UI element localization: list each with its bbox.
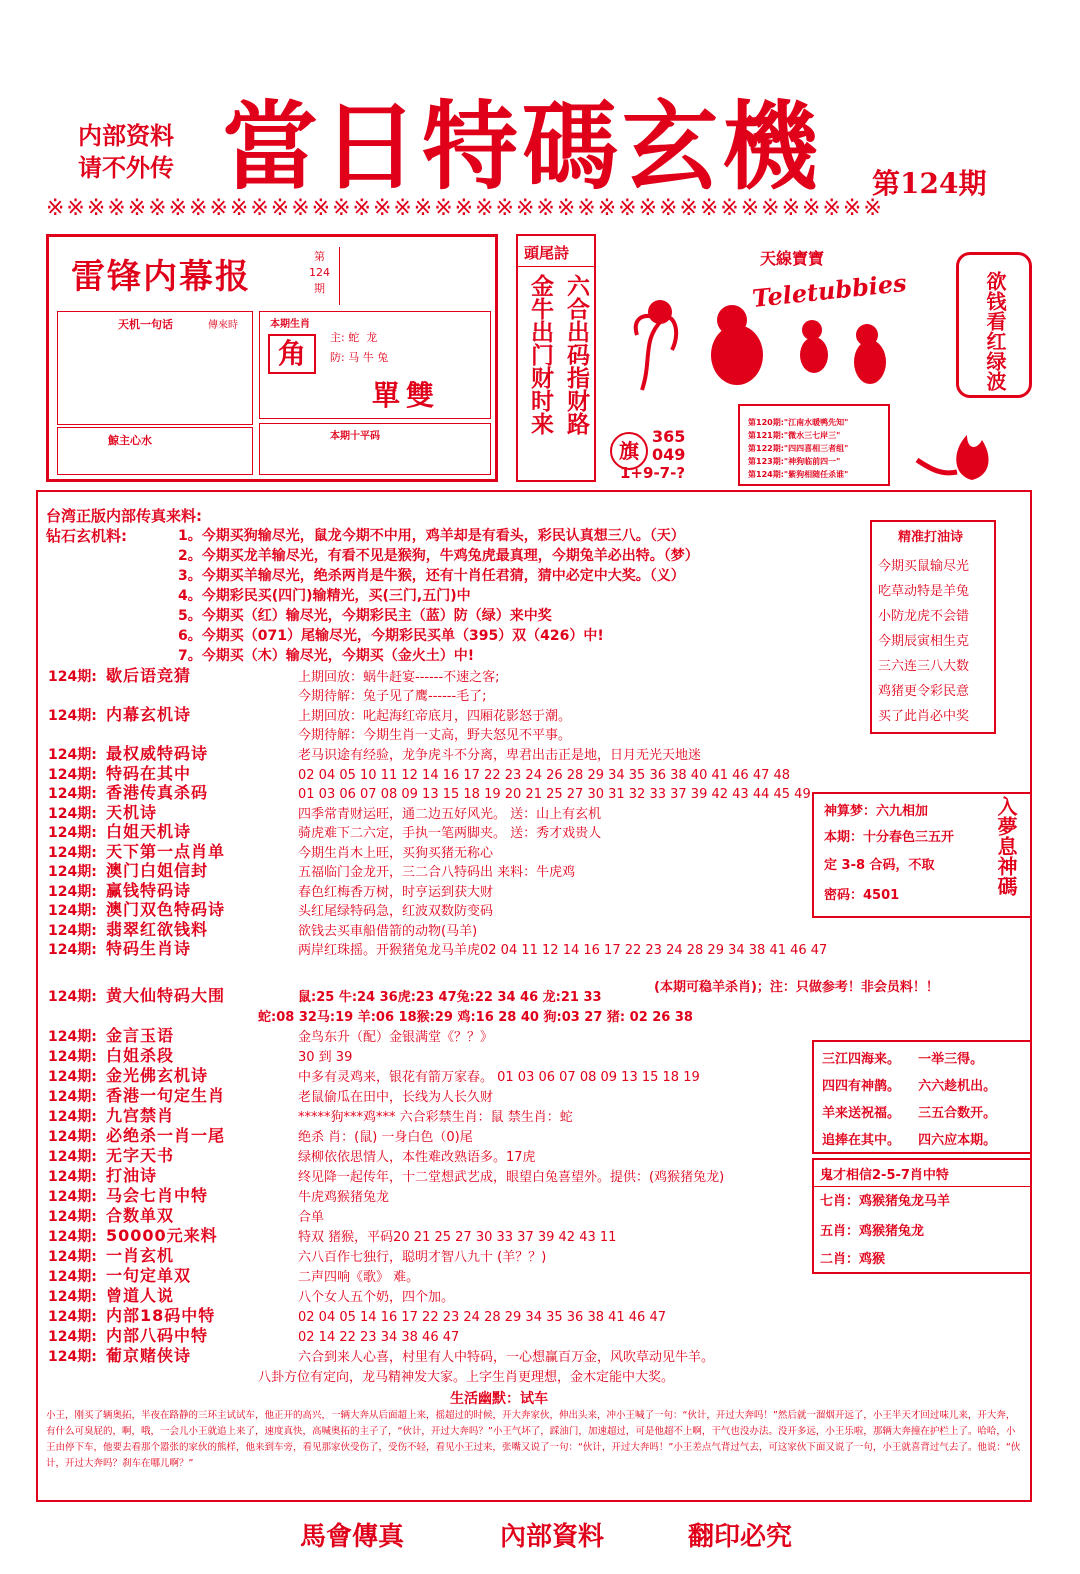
row-issue: 124期: <box>48 1189 97 1205</box>
row-issue: 124期: <box>48 903 97 919</box>
paper-name: 雷锋内幕报 <box>71 257 251 297</box>
ghost-line-1: 七肖：鸡猴猪兔龙马羊 <box>820 1194 951 1209</box>
row-value: 上期回放：蜗牛赶宴------不速之客; <box>298 670 500 685</box>
info-row <box>48 1206 324 1228</box>
row-issue: 124期: <box>48 1049 97 1065</box>
poem-tail-box <box>516 234 596 482</box>
daxian-row: 124期: 黄大仙特码大围 鼠:25 牛:24 36虎:23 47兔:22 34 46 龙:21 33 <box>48 986 602 1005</box>
flag-char: 旗 <box>619 439 639 463</box>
row-issue: 124期: <box>48 1309 97 1325</box>
paper-small-print <box>339 247 490 305</box>
teletubbies-title: 天線寶寶 <box>760 249 825 268</box>
fish-water-label: 鯨主心水 <box>108 434 152 447</box>
zodiac-box <box>259 311 491 419</box>
info-row <box>48 1286 454 1308</box>
row-label: 马会七肖中特 <box>106 1186 209 1205</box>
info-row <box>48 686 487 707</box>
info-row <box>48 725 571 746</box>
oil-poem-title: 精准打油诗 <box>898 530 964 545</box>
tubby-2-head <box>802 320 822 340</box>
fax-rule: 6。今期买（071）尾输尽光，今期彩民买单（395）双（426）中! <box>178 628 604 644</box>
row-issue: 124期: <box>48 805 97 822</box>
row-issue: 124期: <box>48 1089 97 1105</box>
daxian-note: (本期可稳羊杀肖)；注：只做参考！非会员料！！ <box>654 980 939 995</box>
lottery-formula: 1+9-7-? <box>620 464 686 482</box>
info-row <box>48 1086 493 1108</box>
info-row <box>48 1246 546 1268</box>
row-label: 澳门双色特码诗 <box>106 900 226 919</box>
info-row <box>48 1226 616 1248</box>
ten-code-title: 本期十平码 <box>330 431 380 442</box>
row-issue: 124期: <box>48 825 97 841</box>
row-issue: 124期: <box>48 747 97 763</box>
row-label: 天下第一点肖单 <box>106 841 226 861</box>
ghost-box <box>812 1158 1032 1274</box>
info-row <box>48 1306 666 1328</box>
daxian-line2: 蛇:08 32马:19 羊:06 18猴:29 鸡:16 28 40 狗:03 27 猪: 02 26 38 <box>258 1010 693 1025</box>
left-note-line1: 内部资料 <box>78 121 174 150</box>
jiang-box <box>812 1040 1032 1154</box>
row-label: 九宫禁肖 <box>106 1106 175 1125</box>
row-label: 一肖玄机 <box>106 1246 175 1265</box>
row-issue: 124期: <box>48 844 97 861</box>
info-row <box>48 1186 389 1208</box>
row-value: 上期回放：叱起海红帝底月，四厢花影怒于潮。 <box>298 709 572 724</box>
row-issue: 124期: <box>48 766 97 783</box>
flower-plant <box>636 316 676 390</box>
row-issue: 124期: <box>48 1229 97 1245</box>
row-issue: 124期: <box>48 708 97 724</box>
history-lines: 第120期:"江南水暖鸭先知" 第121期:"微水三七岸三" 第122期:"四四喜相三者组" 第123期:"神狗临前四一" 第124期:"紫狗相随任杀谁" <box>748 418 849 479</box>
lottery-nums: 365 049 <box>652 427 686 464</box>
row-issue: 124期: <box>48 883 97 900</box>
row-label: 白姐天机诗 <box>106 822 192 841</box>
row-value: 牛虎鸡猴猪兔龙 <box>298 1190 390 1205</box>
row-label: 葡京赌侠诗 <box>106 1346 192 1365</box>
row-issue: 124期: <box>48 1269 97 1285</box>
big-char: 角 <box>277 337 306 370</box>
info-row <box>48 1106 573 1128</box>
row-issue: 124期: <box>48 922 97 939</box>
big-char-box <box>268 334 316 374</box>
info-row <box>48 1346 714 1368</box>
row-value: 五福临门金龙开，三二合八特码出 来料：牛虎鸡 <box>298 865 576 880</box>
info-row <box>48 1166 724 1188</box>
row-value: 01 03 06 07 08 09 13 15 18 19 20 21 25 27 30 31 32 33 37 39 42 43 44 45 49 <box>298 787 811 802</box>
row-value: 金鸟东升（配）金银满堂《？？》 <box>298 1030 494 1045</box>
row-label: 曾道人说 <box>106 1286 175 1305</box>
flower-head <box>648 300 672 324</box>
row-label: 必绝杀一肖一尾 <box>106 1126 226 1145</box>
row-label: 内部八码中特 <box>106 1326 209 1345</box>
dream-line-1: 神算梦：六九相加 <box>824 804 929 819</box>
row-value: 终见降一起传年，十二堂想武艺成，眼望白兔喜望外。提供：(鸡猴猪兔龙) <box>298 1170 725 1185</box>
fax-rule: 7。今期买（木）输尽光，今期买（金火土）中! <box>178 648 475 664</box>
jiang-lines: 三江四海来。 一举三得。 四四有神鹊。 六六趁机出。 羊来送祝福。 三五合数开。 追捧在其中。 四六应本期。 <box>822 1052 997 1148</box>
zodiac-tags: 主: 蛇 龙 防: 马 牛 兔 <box>330 331 389 364</box>
row-label: 50000元来料 <box>106 1226 218 1245</box>
leifeng-panel <box>46 234 498 482</box>
poem-tail-col1: 六合出码指财路 <box>563 274 589 435</box>
last-line: 八卦方位有定向，龙马精神发大家。上字生肖更理想，金木定能中大奖。 <box>258 1370 675 1385</box>
humor-title: 生活幽默：试车 <box>450 1391 548 1407</box>
row-value: 老鼠偷瓜在田中，长线为人长久财 <box>298 1090 494 1105</box>
left-note <box>78 120 174 184</box>
row-value: 30 到 39 <box>298 1050 353 1065</box>
fax-source-1: 台湾正版内部传真来料: <box>46 507 202 525</box>
ten-code-box <box>259 423 491 475</box>
row-value: 六八百作七独行，聪明才智八九十 (羊？？) <box>298 1250 547 1265</box>
zodiac-title: 本期生肖 <box>270 319 310 330</box>
poem-tail-title: 頭尾詩 <box>524 244 570 262</box>
single-double: 單雙 <box>372 379 441 412</box>
row-value: 头红尾绿特码急，红波双数防变码 <box>298 904 494 919</box>
row-label: 歇后语竞猜 <box>106 666 192 685</box>
row-value: 绝杀 肖：(鼠) 一身白色（0)尾 <box>298 1130 473 1145</box>
info-row <box>48 1066 700 1088</box>
row-issue: 124期: <box>48 1249 97 1265</box>
ghost-line-2: 五肖：鸡猴猪兔龙 <box>820 1224 925 1239</box>
row-value: 中多有灵鸡来，银花有箭万家春。 01 03 06 07 08 09 13 15 18 19 <box>298 1070 700 1085</box>
star-divider: ※※※※※※※※※※※※※※※※※※※※※※※※※※※※※※※※※※※※※※※※※ <box>46 196 884 221</box>
fax-rule: 1。今期买狗输尽光，鼠龙今期不中用，鸡羊却是有看头，彩民认真想三八。（天） <box>178 528 685 544</box>
dream-side-text: 入夢息神碼 <box>994 796 1018 896</box>
row-issue: 124期: <box>48 786 97 802</box>
fax-rules <box>178 526 699 666</box>
row-issue: 124期: <box>48 1029 97 1045</box>
row-label: 内部18码中特 <box>106 1306 216 1325</box>
footer-2: 內部資料 <box>500 1522 605 1552</box>
ghost-line-3: 二肖：鸡猴 <box>820 1252 886 1267</box>
humor-text: 小王，刚买了辆奥拓，半夜在路静的三环主试试车，他正开的高兴，一辆大奔从后面超上来，摇超过的时候，开大奔家伙，伸出头来，冲小王喊了一句：“伙计，开过大奔吗！”然后就一溜烟开远了，小王半天才回过味儿来，开大奔，有什么可臭屁的，啊，哦，一会儿小王就追上来了，速度真快，高喊奥拓的主子了，“伙计，开过大奔吗？”小王气坏了，踩油门，加速超过，可是他超不上啊，干气也没办法。没开多远，小王乐啦，那辆大奔撞在护栏上了。哈哈，小王由停下车，他要去看那个嚣张的家伙的熊样，他来到车旁，看见那家伙受伤了，受伤不轻，看见小王过来，张嘴又说了一句：“伙计，开过大奔吗！”小王差点气背过气去，可这家伙下面又说了一句，小王就喜背过气去了。他说：“伙计，开过大奔吗？刹车在哪儿啊？” <box>46 1410 1021 1469</box>
row-label: 白姐杀段 <box>106 1046 175 1065</box>
poem-tail-col2: 金牛出门财时来 <box>527 274 553 435</box>
dream-box <box>812 792 1032 918</box>
row-value: 四季常青财运旺，通二边五好风光。 送：山上有玄机 <box>298 806 602 822</box>
row-issue: 124期: <box>48 1329 97 1345</box>
row-label: 一句定单双 <box>106 1266 192 1285</box>
ghost-divider <box>814 1186 1030 1187</box>
row-label: 特码生肖诗 <box>106 939 192 958</box>
row-value: 八个女人五个奶，四个加。 <box>298 1290 455 1305</box>
tubby-3-body <box>854 340 886 384</box>
row-label: 合数单双 <box>106 1206 175 1225</box>
fax-source-2: 钻石玄机料: <box>46 527 127 545</box>
info-row <box>48 1046 352 1068</box>
row-value: 老马识途有经验，龙争虎斗不分离，卑君出击正是地，日月无光天地迷 <box>298 748 702 763</box>
row-issue: 124期: <box>48 1069 97 1085</box>
row-label: 特码在其中 <box>106 763 192 783</box>
row-issue: 124期: <box>48 1129 97 1145</box>
fax-rule: 5。今期买（红）输尽光，今期彩民主（蓝）防（绿）来中奖 <box>178 608 552 624</box>
row-value: 二声四响《歌》 难。 <box>298 1270 420 1285</box>
footer-1: 馬會傳真 <box>300 1522 405 1552</box>
info-row <box>48 1026 493 1048</box>
oil-poem-lines: 今期买鼠输尽光 吃草动特是羊兔 小防龙虎不会错 今期辰寅相生克 三六连三八大数 鸡猪更令彩民意 买了此肖必中奖 <box>878 559 970 724</box>
issue-number: 第124期 <box>872 167 987 200</box>
row-label: 香港一句定生肖 <box>106 1086 226 1105</box>
row-issue: 124期: <box>48 1209 97 1225</box>
fax-rule: 2。今期买龙羊输尽光，有看不见是猴狗，牛鸡兔虎最真理，今期兔羊必出特。（梦） <box>178 548 699 564</box>
row-issue: 124期: <box>48 1109 97 1125</box>
row-value: 春色红梅香万树，时亨运到获大财 <box>298 884 494 900</box>
row-value: 六合到来人心喜，村里有人中特码，一心想赢百万金，风吹草动见牛羊。 <box>298 1350 715 1365</box>
row-issue: 124期: <box>48 1169 97 1185</box>
sky-line-right: 傳來時 <box>208 320 238 331</box>
teletubbies-logo: Teletubbies <box>750 267 908 314</box>
row-value: 绿柳依依思情人，本性难改熟语多。17虎 <box>298 1150 536 1165</box>
tubby-2-body <box>800 337 828 373</box>
red-green-box <box>956 252 1032 398</box>
row-issue: 124期: <box>48 669 97 685</box>
row-issue: 124期: <box>48 864 97 880</box>
row-label: 金光佛玄机诗 <box>106 1066 209 1085</box>
red-green-text: 欲钱看红绿波 <box>983 271 1007 391</box>
info-row <box>48 1126 473 1148</box>
ghost-title: 鬼才相信2-5-7肖中特 <box>820 1168 949 1183</box>
row-issue: 124期: <box>48 942 97 958</box>
poem-tail-divider <box>518 266 594 267</box>
footer-3: 翻印必究 <box>688 1522 793 1552</box>
row-value: 欲钱去买車船借箭的动物(马羊) <box>298 923 478 939</box>
row-value: 今期生肖木上旺，买狗买猪无称心 <box>298 845 494 861</box>
fire-icon <box>912 420 1022 486</box>
page-title: 當日特碼玄機 <box>222 90 822 203</box>
row-value: 02 04 05 10 11 12 14 16 17 22 23 24 26 28 29 34 35 36 38 40 41 46 47 48 <box>298 767 791 783</box>
teletubbies-illustration <box>612 250 912 400</box>
info-row <box>48 1326 459 1348</box>
row-issue: 124期: <box>48 1149 97 1165</box>
row-value: 今期待解：兔子见了鹰------毛了; <box>298 688 487 704</box>
row-label: 金言玉语 <box>106 1026 175 1045</box>
fax-rule: 3。今期买羊输尽光，绝杀两肖是牛猴，还有十肖任君猜，猜中必定中大奖。（义） <box>178 568 685 584</box>
info-row <box>48 939 827 961</box>
history-box <box>738 404 890 486</box>
row-issue: 124期: <box>48 1289 97 1305</box>
row-value: 合单 <box>298 1210 325 1225</box>
fax-rule: 4。今期彩民买(四门)输精光，买(三门,五门)中 <box>178 588 471 604</box>
row-label: 无字天书 <box>106 1146 175 1165</box>
sky-line-title: 天机一句话 <box>118 318 173 331</box>
fish-water-box <box>57 427 253 475</box>
row-label: 香港传真杀码 <box>106 783 209 802</box>
left-note-line2: 请不外传 <box>78 153 174 182</box>
tubby-1-body <box>711 325 763 385</box>
info-row <box>48 1266 419 1288</box>
row-label: 翡翠红欲钱料 <box>106 919 209 939</box>
row-value: 今期待解：今期生肖一丈高，野夫怒见不平事。 <box>298 727 572 743</box>
oil-poem-box <box>870 520 996 734</box>
row-label: 澳门白姐信封 <box>106 861 209 880</box>
row-value: 02 04 05 14 16 17 22 23 24 28 29 34 35 36 38 41 46 47 <box>298 1310 667 1325</box>
row-label: 最权威特码诗 <box>106 744 209 763</box>
row-value: 02 14 22 23 34 38 46 47 <box>298 1330 460 1345</box>
row-label: 打油诗 <box>106 1166 158 1185</box>
dream-line-4: 密码：4501 <box>824 888 900 903</box>
row-issue: 124期: <box>48 1349 97 1365</box>
paper-issue: 第 124 期 <box>309 250 330 295</box>
row-value: 骑虎难下二六定，手执一笔两脚夹。 送：秀才戏贵人 <box>298 826 602 841</box>
dream-line-3: 定 3-8 合码，不取 <box>824 858 935 873</box>
dream-line-2: 本期：十分春色三五开 <box>824 830 955 845</box>
row-label: 天机诗 <box>106 802 158 822</box>
info-row <box>48 1146 536 1168</box>
row-value: 特双 猪猴，平码20 21 25 27 30 33 37 39 42 43 11 <box>298 1230 617 1245</box>
row-value: 两岸红珠摇。开猴猪兔龙马羊虎02 04 11 12 14 16 17 22 23 24 28 29 34 38 41 46 47 <box>298 943 828 958</box>
sky-line-box <box>57 311 253 425</box>
row-value: *****狗***鸡*** 六合彩禁生肖：鼠 禁生肖：蛇 <box>298 1110 573 1125</box>
row-label: 内幕玄机诗 <box>106 705 192 724</box>
row-label: 赢钱特码诗 <box>106 880 192 900</box>
